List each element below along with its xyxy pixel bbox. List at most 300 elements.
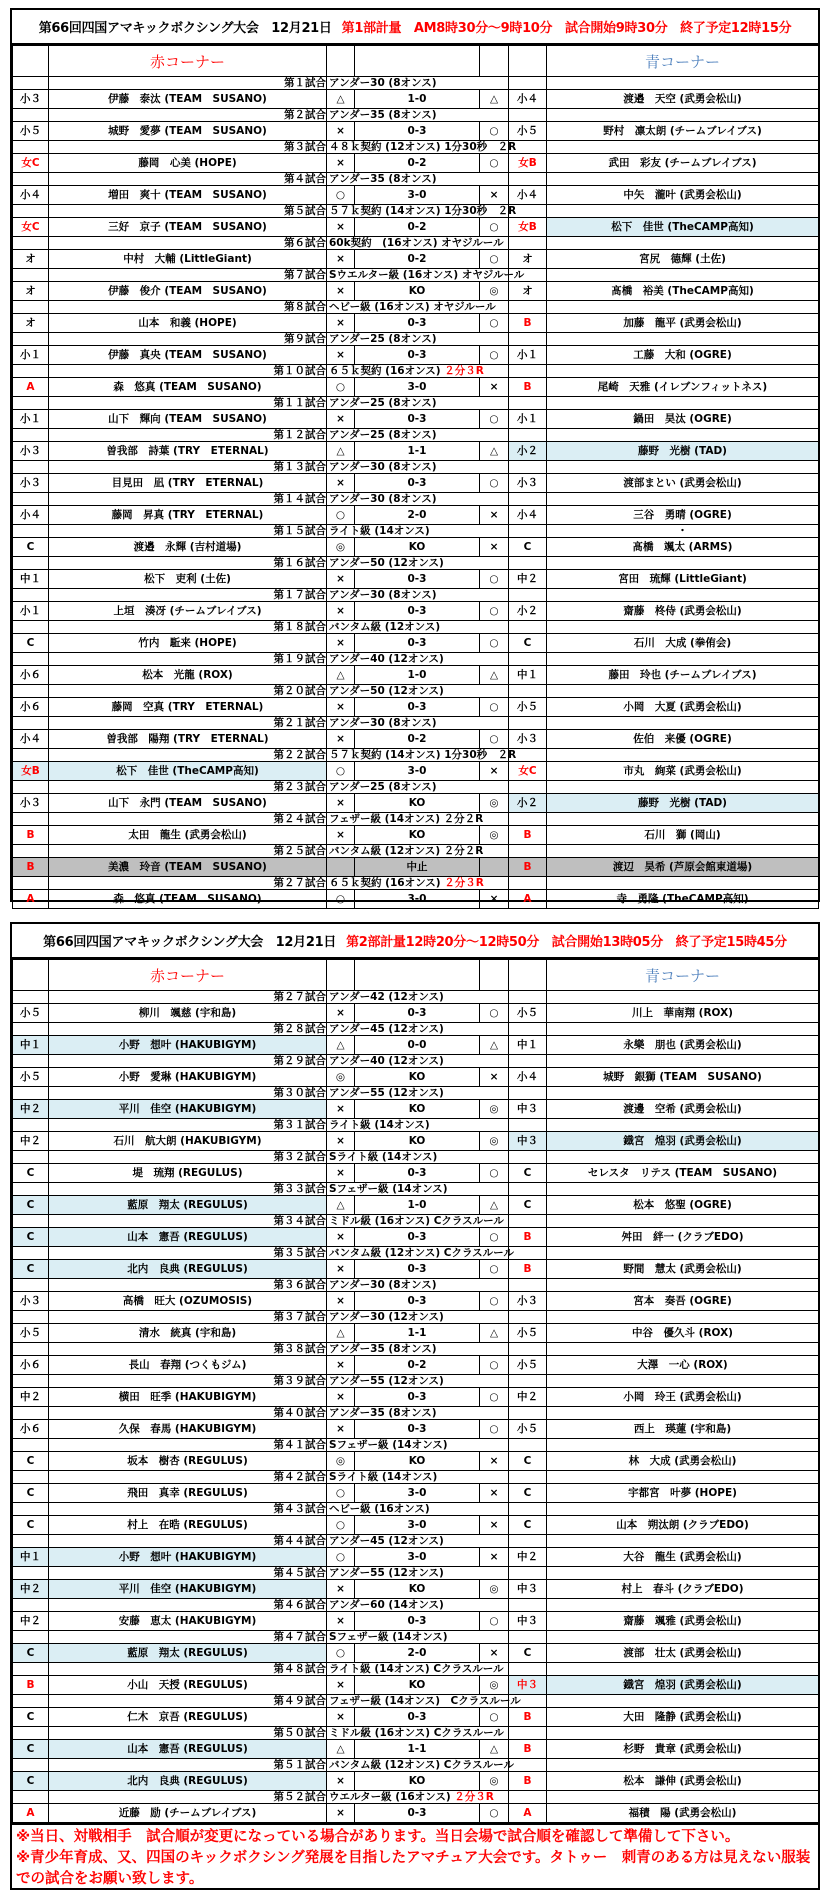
score: KO xyxy=(355,282,480,301)
blue-grade: 小５ xyxy=(509,1004,547,1023)
score: 0-3 xyxy=(355,1004,480,1023)
blue-fighter: 藤野 光樹 (TAD) xyxy=(547,442,819,461)
score: 0-2 xyxy=(355,1356,480,1375)
match-number: 第４６試合 xyxy=(49,1599,327,1612)
red-grade: C xyxy=(13,1644,49,1663)
grade-spacer xyxy=(13,1119,49,1132)
weight-class xyxy=(329,1375,444,1387)
weight-class-text: Sライト級 (14オンス) xyxy=(329,1471,438,1483)
red-result-mark: × xyxy=(327,730,355,749)
weight-class-text: アンダー55 (12オンス) xyxy=(329,1567,444,1579)
red-grade: C xyxy=(13,538,49,557)
blue-grade: 女B xyxy=(509,218,547,237)
match-title-row xyxy=(13,1215,819,1228)
blue-grade-spacer xyxy=(509,557,547,570)
match-number: 第５１試合 xyxy=(49,1759,327,1772)
weight-class-cell xyxy=(327,845,509,858)
weight-class-cell xyxy=(327,1695,521,1708)
score: 2-0 xyxy=(355,1644,480,1663)
weight-class-text: アンダー50 (12オンス) xyxy=(329,685,444,697)
weight-class xyxy=(329,397,437,409)
match-result-row xyxy=(13,1356,819,1375)
blue-result-mark: △ xyxy=(480,1740,509,1759)
red-result-mark: ○ xyxy=(327,186,355,205)
match-title-row xyxy=(13,1311,819,1324)
red-fighter: 長山 春翔 (つくもジム) xyxy=(49,1356,327,1375)
blue-result-mark: ○ xyxy=(480,570,509,589)
blue-grade-spacer xyxy=(509,717,547,730)
blue-fighter: 松本 謙伸 (武勇会松山) xyxy=(547,1772,819,1791)
match-result-row xyxy=(13,1196,819,1215)
match-number: 第４試合 xyxy=(49,173,327,186)
match-result-row xyxy=(13,1772,819,1791)
red-grade: 中１ xyxy=(13,570,49,589)
match-result-row xyxy=(13,154,819,173)
match-title-row xyxy=(13,77,819,90)
weight-class xyxy=(329,781,437,793)
blue-fighter: 宮田 琉輝 (LittleGiant) xyxy=(547,570,819,589)
red-grade: C xyxy=(13,1772,49,1791)
red-grade: C xyxy=(13,1740,49,1759)
match-title-row xyxy=(13,1279,819,1292)
blue-title-note xyxy=(547,621,819,634)
match-title-row xyxy=(13,1343,819,1356)
weight-class-cell xyxy=(327,1791,509,1804)
match-title-row xyxy=(13,173,819,186)
weight-class-cell xyxy=(327,205,517,218)
score: 3-0 xyxy=(355,378,480,397)
grade-spacer xyxy=(13,365,49,378)
blue-grade: 中２ xyxy=(509,570,547,589)
match-result-row xyxy=(13,1804,819,1823)
red-grade: 小６ xyxy=(13,1420,49,1439)
blue-grade-spacer xyxy=(509,1471,547,1484)
blue-title-note xyxy=(547,1215,819,1228)
match-title-row xyxy=(13,1791,819,1804)
blue-fighter: セレスタ リテス (TEAM SUSANO) xyxy=(547,1164,819,1183)
blue-result-mark: × xyxy=(480,890,509,909)
red-fighter: 伊藤 泰汰 (TEAM SUSANO) xyxy=(49,90,327,109)
weight-class xyxy=(329,1791,494,1803)
grade-spacer xyxy=(13,1535,49,1548)
score: KO xyxy=(355,1100,480,1119)
blue-fighter: 尾崎 天雅 (イレブンフィットネス) xyxy=(547,378,819,397)
grade-spacer xyxy=(13,1471,49,1484)
score: 0-0 xyxy=(355,1036,480,1055)
blue-grade-spacer xyxy=(509,1311,547,1324)
grade-spacer xyxy=(13,621,49,634)
blue-grade: 女B xyxy=(509,154,547,173)
score: 0-3 xyxy=(355,1292,480,1311)
weight-class-cell xyxy=(327,1535,509,1548)
red-fighter: 伊藤 真央 (TEAM SUSANO) xyxy=(49,346,327,365)
red-grade: 小４ xyxy=(13,730,49,749)
weight-class xyxy=(329,1439,448,1451)
blue-grade-spacer xyxy=(509,685,547,698)
red-grade: 中１ xyxy=(13,1548,49,1567)
blue-fighter: 武田 彩友 (チームブレイブス) xyxy=(547,154,819,173)
weight-class-text: 60k契約 (16オンス) オヤジルール xyxy=(329,237,504,249)
blue-grade-spacer xyxy=(509,781,547,794)
weight-class xyxy=(329,749,516,761)
match-number: 第１試合 xyxy=(49,77,327,90)
weight-class xyxy=(329,653,444,665)
blue-result-mark: ○ xyxy=(480,1804,509,1823)
red-result-mark: ○ xyxy=(327,1548,355,1567)
blue-title-note xyxy=(547,1023,819,1036)
blue-title-note xyxy=(547,109,819,122)
red-result-mark: × xyxy=(327,346,355,365)
blue-title-note xyxy=(547,717,819,730)
blue-result-mark: ◎ xyxy=(480,282,509,301)
blue-result-mark: ○ xyxy=(480,410,509,429)
blue-fighter: 小岡 玲王 (武勇会松山) xyxy=(547,1388,819,1407)
match-result-row xyxy=(13,1516,819,1535)
weight-class-text: アンダー55 (12オンス) xyxy=(329,1375,444,1387)
blue-result-mark: ○ xyxy=(480,1420,509,1439)
weight-class xyxy=(329,205,516,217)
match-result-row xyxy=(13,1036,819,1055)
grade-spacer xyxy=(13,1599,49,1612)
blue-fighter: 三谷 勇晴 (OGRE) xyxy=(547,506,819,525)
weight-class-cell xyxy=(327,109,509,122)
blue-result-mark: ○ xyxy=(480,1260,509,1279)
blue-fighter: 鐡宮 煌羽 (武勇会松山) xyxy=(547,1676,819,1695)
red-result-mark: × xyxy=(327,1292,355,1311)
red-grade: 中１ xyxy=(13,1036,49,1055)
match-title-row xyxy=(13,653,819,666)
grade-spacer xyxy=(13,685,49,698)
weight-class-cell xyxy=(327,1407,509,1420)
red-fighter: 山下 輝向 (TEAM SUSANO) xyxy=(49,410,327,429)
weight-class xyxy=(329,461,437,473)
blue-fighter: 宇都宮 叶夢 (HOPE) xyxy=(547,1484,819,1503)
score: KO xyxy=(355,1772,480,1791)
match-number: 第４０試合 xyxy=(49,1407,327,1420)
blue-title-note xyxy=(547,1119,819,1132)
blue-fighter: 佐伯 来優 (OGRE) xyxy=(547,730,819,749)
match-number: 第２７試合 xyxy=(49,991,327,1004)
match-title-row xyxy=(13,1631,819,1644)
red-fighter: 松本 光龍 (ROX) xyxy=(49,666,327,685)
grade-spacer xyxy=(13,589,49,602)
score: 0-3 xyxy=(355,1260,480,1279)
red-grade: B xyxy=(13,1676,49,1695)
weight-class-cell xyxy=(327,1631,509,1644)
blue-title-note xyxy=(547,1567,819,1580)
blue-grade: A xyxy=(509,1804,547,1823)
red-grade: オ xyxy=(13,282,49,301)
red-result-mark: × xyxy=(327,1612,355,1631)
grade-spacer xyxy=(13,781,49,794)
blue-result-mark: ◎ xyxy=(480,1772,509,1791)
weight-class xyxy=(329,1759,514,1771)
weight-class-cell xyxy=(327,781,509,794)
match-result-row xyxy=(13,474,819,493)
blue-grade: オ xyxy=(509,250,547,269)
blue-grade: 女C xyxy=(509,762,547,781)
blue-grade-spacer xyxy=(509,1375,547,1388)
blue-grade: C xyxy=(509,1164,547,1183)
score: 0-3 xyxy=(355,698,480,717)
grade-spacer xyxy=(13,1055,49,1068)
blue-title-note xyxy=(547,1279,819,1292)
weight-class-cell xyxy=(327,1759,514,1772)
red-grade: 小５ xyxy=(13,122,49,141)
score: 0-3 xyxy=(355,1164,480,1183)
match-result-row xyxy=(13,506,819,525)
match-title-row xyxy=(13,1375,819,1388)
weight-class-cell xyxy=(327,1567,509,1580)
weight-class xyxy=(329,173,437,185)
blue-grade: 中２ xyxy=(509,1388,547,1407)
blue-fighter: 渡部 壮太 (武勇会松山) xyxy=(547,1644,819,1663)
weight-class-cell xyxy=(327,461,509,474)
score: 1-0 xyxy=(355,1196,480,1215)
blue-grade: 小１ xyxy=(509,346,547,365)
match-title-row xyxy=(13,109,819,122)
red-grade: 小３ xyxy=(13,474,49,493)
red-grade: C xyxy=(13,1196,49,1215)
match-title-row xyxy=(13,621,819,634)
score: KO xyxy=(355,1068,480,1087)
match-result-row xyxy=(13,1068,819,1087)
blue-grade-spacer xyxy=(509,173,547,186)
score: 0-3 xyxy=(355,346,480,365)
blue-title-note xyxy=(547,877,819,890)
red-grade: A xyxy=(13,378,49,397)
blue-title-note xyxy=(547,1759,819,1772)
blue-fighter: 川上 華南翔 (ROX) xyxy=(547,1004,819,1023)
match-number: 第５２試合 xyxy=(49,1791,327,1804)
red-fighter: 北内 良典 (REGULUS) xyxy=(49,1260,327,1279)
blue-result-mark: △ xyxy=(480,442,509,461)
red-grade: 中２ xyxy=(13,1612,49,1631)
score: 3-0 xyxy=(355,186,480,205)
match-number: 第３８試合 xyxy=(49,1343,327,1356)
blue-grade: 小４ xyxy=(509,90,547,109)
blue-result-mark: ○ xyxy=(480,1004,509,1023)
weight-class-text: バンタム級 (12オンス) xyxy=(329,621,441,633)
blue-grade-spacer xyxy=(509,991,547,1004)
blue-title-note xyxy=(547,1727,819,1740)
blue-fighter: 市丸 絢菜 (武勇会松山) xyxy=(547,762,819,781)
weight-class-cell xyxy=(327,525,509,538)
blue-title-note xyxy=(547,991,819,1004)
blue-result-mark: △ xyxy=(480,1196,509,1215)
red-grade: C xyxy=(13,1708,49,1727)
blue-grade: 小４ xyxy=(509,506,547,525)
red-grade: 小５ xyxy=(13,1004,49,1023)
weight-class-text: アンダー50 (12オンス) xyxy=(329,557,444,569)
score: KO xyxy=(355,1452,480,1471)
blue-grade-spacer xyxy=(509,653,547,666)
weight-class-cell xyxy=(327,877,509,890)
blue-grade: B xyxy=(509,826,547,845)
red-grade: 小６ xyxy=(13,698,49,717)
weight-class-text: アンダー25 (8オンス) xyxy=(329,429,437,441)
weight-class-cell xyxy=(327,1727,509,1740)
match-title-row xyxy=(13,1599,819,1612)
red-result-mark: × xyxy=(327,1420,355,1439)
match-title-row xyxy=(13,141,819,154)
match-number: 第７試合 xyxy=(49,269,327,282)
red-result-mark: × xyxy=(327,602,355,621)
red-grade: 小５ xyxy=(13,1068,49,1087)
match-number: 第１８試合 xyxy=(49,621,327,634)
weight-class-text: アンダー35 (8オンス) xyxy=(329,1407,437,1419)
blue-grade: 中２ xyxy=(509,1548,547,1567)
blue-title-note xyxy=(547,589,819,602)
red-fighter: 山本 憲吾 (REGULUS) xyxy=(49,1228,327,1247)
score: 0-3 xyxy=(355,122,480,141)
weight-class xyxy=(329,525,430,537)
match-result-row xyxy=(13,666,819,685)
blue-grade: 小３ xyxy=(509,474,547,493)
red-grade: A xyxy=(13,1804,49,1823)
red-grade: C xyxy=(13,1164,49,1183)
weight-class-cell xyxy=(327,621,509,634)
blue-grade: 小４ xyxy=(509,186,547,205)
score: KO xyxy=(355,1676,480,1695)
red-fighter: 小山 天授 (REGULUS) xyxy=(49,1676,327,1695)
red-fighter: 坂本 樹杏 (REGULUS) xyxy=(49,1452,327,1471)
match-title-row xyxy=(13,1727,819,1740)
match-number: 第５試合 xyxy=(49,205,327,218)
match-title-row xyxy=(13,589,819,602)
match-title-row xyxy=(13,1183,819,1196)
blue-grade: 小５ xyxy=(509,1420,547,1439)
blue-grade: A xyxy=(509,890,547,909)
weight-class-text: Sフェザー級 (14オンス) xyxy=(329,1631,448,1643)
match-number: 第２５試合 xyxy=(49,845,327,858)
weight-class-cell xyxy=(327,1087,509,1100)
blue-grade: C xyxy=(509,1644,547,1663)
weight-class-cell xyxy=(327,1599,509,1612)
match-result-row xyxy=(13,698,819,717)
blue-grade-spacer xyxy=(509,589,547,602)
grade-spacer xyxy=(13,1087,49,1100)
red-grade: C xyxy=(13,1228,49,1247)
blue-result-mark: × xyxy=(480,1068,509,1087)
red-result-mark: × xyxy=(327,1580,355,1599)
blue-grade: 中３ xyxy=(509,1100,547,1119)
red-grade: 小１ xyxy=(13,410,49,429)
blue-result-mark: ○ xyxy=(480,1388,509,1407)
weight-class-text: バンタム級 (12オンス) Cクラスルール xyxy=(329,1247,514,1259)
weight-class-text: アンダー40 (12オンス) xyxy=(329,1055,444,1067)
blue-result-mark: ○ xyxy=(480,218,509,237)
weight-class-text: ６５ｋ契約 (16オンス) xyxy=(329,365,445,377)
grade-spacer xyxy=(13,109,49,122)
match-number: 第９試合 xyxy=(49,333,327,346)
grade-spacer xyxy=(13,1631,49,1644)
red-grade: 小３ xyxy=(13,90,49,109)
score: 1-1 xyxy=(355,442,480,461)
grade-spacer xyxy=(13,1183,49,1196)
grade-spacer xyxy=(13,77,49,90)
blue-fighter: 渡邉 天空 (武勇会松山) xyxy=(547,90,819,109)
weight-class-cell xyxy=(327,493,509,506)
red-fighter: 安藤 恵太 (HAKUBIGYM) xyxy=(49,1612,327,1631)
blue-fighter: 中谷 優久斗 (ROX) xyxy=(547,1324,819,1343)
red-result-mark: × xyxy=(327,1164,355,1183)
match-result-row xyxy=(13,1420,819,1439)
weight-class xyxy=(329,269,524,281)
blue-result-mark: × xyxy=(480,1644,509,1663)
blue-grade-spacer xyxy=(509,1727,547,1740)
score: 0-3 xyxy=(355,1612,480,1631)
red-result-mark: × xyxy=(327,250,355,269)
red-grade: 小６ xyxy=(13,1356,49,1375)
red-grade: 小３ xyxy=(13,442,49,461)
match-title-row xyxy=(13,1151,819,1164)
match-result-row xyxy=(13,730,819,749)
blue-fighter: 松本 悠聖 (OGRE) xyxy=(547,1196,819,1215)
blue-title-note xyxy=(547,1695,819,1708)
blue-grade-spacer xyxy=(509,621,547,634)
match-number: 第４８試合 xyxy=(49,1663,327,1676)
weight-class xyxy=(329,1247,514,1259)
score: 0-3 xyxy=(355,570,480,589)
blue-grade-spacer xyxy=(509,1215,547,1228)
blue-result-mark: ○ xyxy=(480,730,509,749)
score: 3-0 xyxy=(355,1548,480,1567)
red-grade: A xyxy=(13,890,49,909)
blue-result-mark: ◎ xyxy=(480,794,509,813)
blue-fighter: 石川 大成 (拳侑会) xyxy=(547,634,819,653)
round-rule-text: ２分３R xyxy=(454,1791,494,1803)
red-grade: B xyxy=(13,858,49,877)
weight-class xyxy=(329,1535,444,1547)
blue-title-note xyxy=(547,173,819,186)
weight-class-text: アンダー30 (8オンス) xyxy=(329,493,437,505)
weight-class xyxy=(329,1311,444,1323)
match-table xyxy=(12,959,819,1823)
match-result-row xyxy=(13,570,819,589)
match-number: 第１５試合 xyxy=(49,525,327,538)
red-fighter: 平川 佳空 (HAKUBIGYM) xyxy=(49,1580,327,1599)
weight-class xyxy=(329,845,483,857)
weight-class xyxy=(329,1023,444,1035)
blue-grade-spacer xyxy=(509,493,547,506)
blue-result-mark: × xyxy=(480,186,509,205)
match-result-row xyxy=(13,1580,819,1599)
red-result-mark: ○ xyxy=(327,1484,355,1503)
event-title: 第66回四国アマキックボクシング大会 12月21日 xyxy=(38,21,332,36)
blue-grade-spacer xyxy=(509,1663,547,1676)
match-number: 第３３試合 xyxy=(49,1183,327,1196)
session-schedule: 第2部計量12時20分～12時50分 試合開始13時05分 終了予定15時45分 xyxy=(346,935,787,950)
weight-class xyxy=(329,621,440,633)
weight-class xyxy=(329,1119,430,1131)
blue-grade: 小２ xyxy=(509,442,547,461)
blue-title-note xyxy=(547,397,819,410)
match-title-row xyxy=(13,749,819,762)
grade-spacer xyxy=(13,237,49,250)
blue-grade-spacer xyxy=(509,429,547,442)
grade-spacer xyxy=(13,1311,49,1324)
blue-grade: 小１ xyxy=(509,410,547,429)
weight-class-cell xyxy=(327,1503,509,1516)
blue-fighter: 林 大成 (武勇会松山) xyxy=(547,1452,819,1471)
grade-spacer xyxy=(13,1727,49,1740)
match-result-row xyxy=(13,186,819,205)
score: 2-0 xyxy=(355,506,480,525)
red-fighter: 森 悠真 (TEAM SUSANO) xyxy=(49,890,327,909)
match-title-row xyxy=(13,493,819,506)
blue-result-mark: ◎ xyxy=(480,1100,509,1119)
